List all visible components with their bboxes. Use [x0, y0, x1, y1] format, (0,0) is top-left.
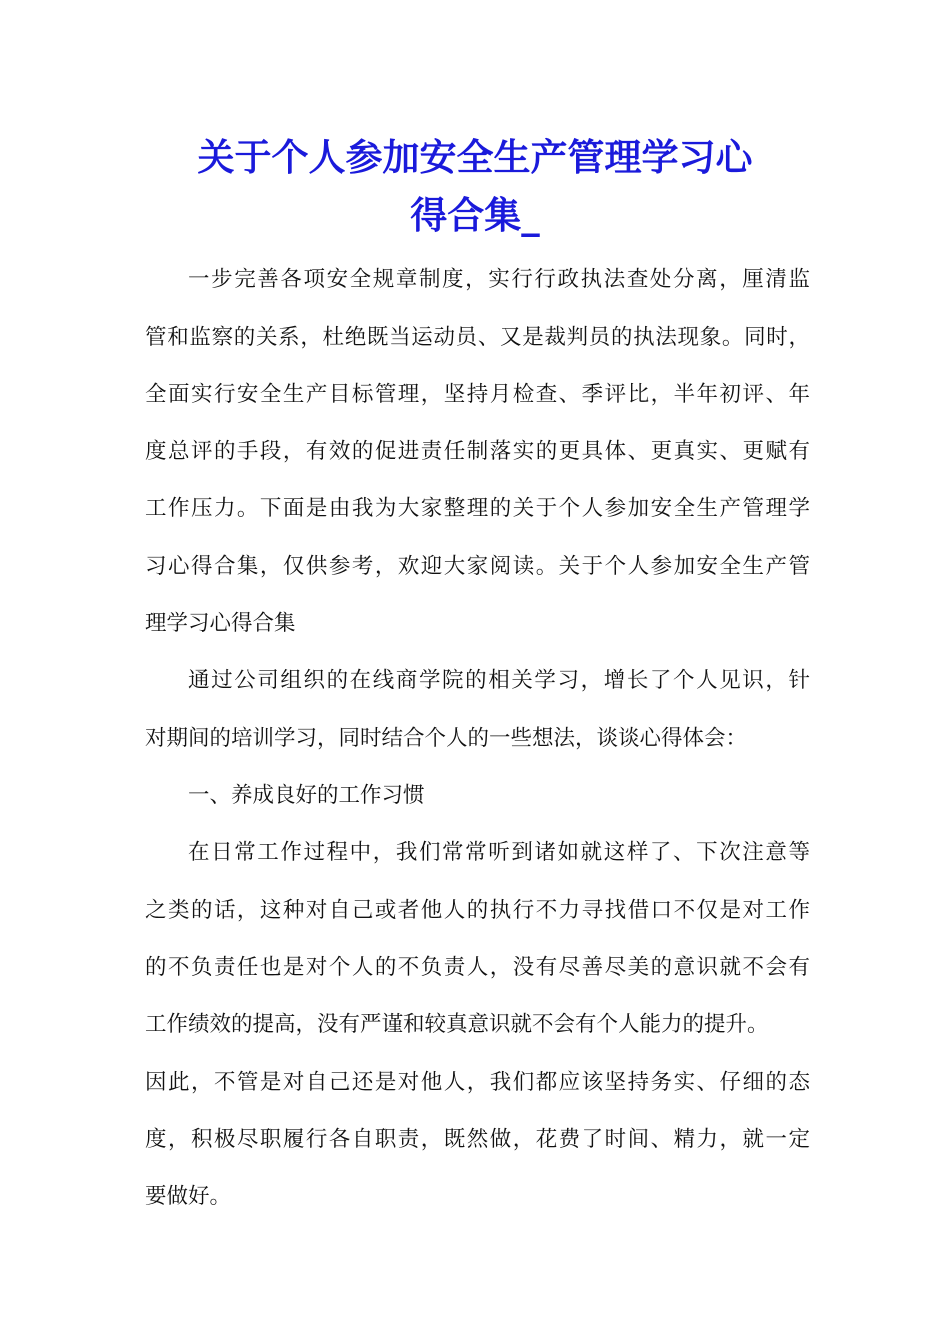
paragraph-line: 要做好。: [145, 1184, 232, 1209]
paragraph-line: 工作压力。下面是由我为大家整理的关于个人参加安全生产管理学: [145, 496, 810, 521]
section-heading: 一、养成良好的工作习惯: [188, 783, 425, 808]
paragraph-line: 管和监察的关系，杜绝既当运动员、又是裁判员的执法现象。同时，: [145, 325, 810, 350]
paragraph-line: 在日常工作过程中，我们常常听到诸如就这样了、下次注意等: [188, 840, 810, 865]
paragraph-line: 一步完善各项安全规章制度，实行行政执法查处分离，厘清监: [188, 267, 810, 292]
paragraph-line: 因此，不管是对自己还是对他人，我们都应该坚持务实、仔细的态: [145, 1070, 810, 1095]
paragraph-line: 度，积极尽职履行各自职责，既然做，花费了时间、精力，就一定: [145, 1127, 810, 1152]
paragraph-line: 工作绩效的提高，没有严谨和较真意识就不会有个人能力的提升。: [145, 1012, 769, 1037]
paragraph-line: 度总评的手段，有效的促进责任制落实的更具体、更真实、更赋有: [145, 439, 810, 464]
paragraph-line: 通过公司组织的在线商学院的相关学习，增长了个人见识，针: [188, 668, 810, 693]
paragraph-line: 的不负责任也是对个人的不负责人，没有尽善尽美的意识就不会有: [145, 955, 810, 980]
paragraph-line: 全面实行安全生产目标管理，坚持月检查、季评比，半年初评、年: [145, 382, 810, 407]
paragraph-line: 理学习心得合集: [145, 611, 296, 636]
document-title-line-2: 得合集_: [410, 193, 540, 237]
paragraph-line: 对期间的培训学习，同时结合个人的一些想法，谈谈心得体会：: [145, 726, 748, 751]
paragraph-line: 习心得合集，仅供参考，欢迎大家阅读。关于个人参加安全生产管: [145, 554, 810, 579]
paragraph-line: 之类的话，这种对自己或者他人的执行不力寻找借口不仅是对工作: [145, 898, 810, 923]
document-title-line-1: 关于个人参加安全生产管理学习心: [197, 135, 753, 179]
